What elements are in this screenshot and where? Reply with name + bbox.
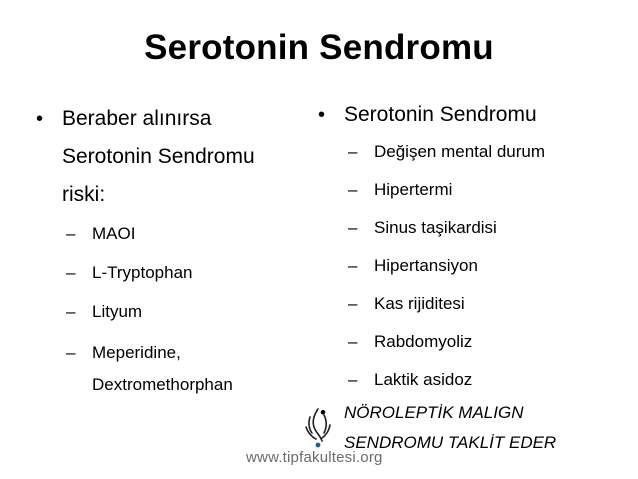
dash-icon: – bbox=[66, 302, 76, 321]
slide-title: Serotonin Sendromu bbox=[144, 28, 494, 67]
bullet-line-1: Beraber alınırsa bbox=[62, 107, 212, 130]
notice-line-1: NÖROLEPTİK MALIGN bbox=[344, 403, 524, 422]
bullet-text: Serotonin Sendromu bbox=[344, 103, 537, 126]
list-item bbox=[348, 290, 628, 318]
list-item-text: Lityum bbox=[92, 302, 143, 321]
bullet-line-2: Serotonin Sendromu bbox=[62, 145, 255, 168]
dash-icon: – bbox=[348, 256, 358, 275]
list-item-text: Meperidine, bbox=[92, 343, 181, 362]
left-sublist bbox=[66, 220, 306, 401]
list-item-text: Kas rijiditesi bbox=[374, 294, 465, 313]
list-item bbox=[348, 252, 628, 280]
dash-icon: – bbox=[348, 180, 358, 199]
dash-icon: – bbox=[66, 343, 76, 362]
bullet-icon: • bbox=[36, 108, 44, 130]
website-text: www.tipfakultesi.org bbox=[246, 449, 383, 466]
dash-icon: – bbox=[66, 263, 76, 282]
right-column bbox=[318, 96, 628, 458]
dash-icon: – bbox=[348, 332, 358, 351]
dash-icon: – bbox=[348, 142, 358, 161]
dash-icon: – bbox=[348, 294, 358, 313]
bullet-line-3: riski: bbox=[62, 183, 106, 206]
list-item-text: Rabdomyoliz bbox=[374, 332, 473, 351]
list-item-text: Sinus taşikardisi bbox=[374, 218, 497, 237]
hand-logo-icon bbox=[300, 405, 336, 449]
list-item-text: L-Tryptophan bbox=[92, 263, 193, 282]
dash-icon: – bbox=[66, 224, 76, 243]
list-item bbox=[348, 328, 628, 356]
list-item bbox=[66, 337, 306, 401]
bullet-icon: • bbox=[320, 403, 326, 422]
dash-icon: – bbox=[348, 218, 358, 237]
right-sublist bbox=[348, 138, 628, 394]
footer-watermark bbox=[246, 441, 506, 471]
list-item bbox=[348, 138, 628, 166]
list-item bbox=[66, 259, 306, 287]
list-item bbox=[66, 220, 306, 248]
list-item-text: Laktik asidoz bbox=[374, 370, 473, 389]
bullet-main-right bbox=[318, 96, 628, 134]
list-item-text: Değişen mental durum bbox=[374, 142, 546, 161]
bullet-main-left bbox=[36, 100, 306, 214]
list-item-text: MAOI bbox=[92, 224, 136, 243]
left-column bbox=[36, 100, 306, 412]
list-item bbox=[348, 366, 628, 394]
list-item bbox=[348, 214, 628, 242]
list-item-text: Hipertansiyon bbox=[374, 256, 478, 275]
bullet-icon: • bbox=[318, 104, 326, 126]
dash-icon: – bbox=[348, 370, 358, 389]
list-item-text: Hipertermi bbox=[374, 180, 453, 199]
list-item-text-continued: Dextromethorphan bbox=[92, 375, 233, 394]
list-item bbox=[348, 176, 628, 204]
list-item bbox=[66, 298, 306, 326]
notice-line-2: SENDROMU TAKLİT EDER bbox=[344, 433, 557, 452]
